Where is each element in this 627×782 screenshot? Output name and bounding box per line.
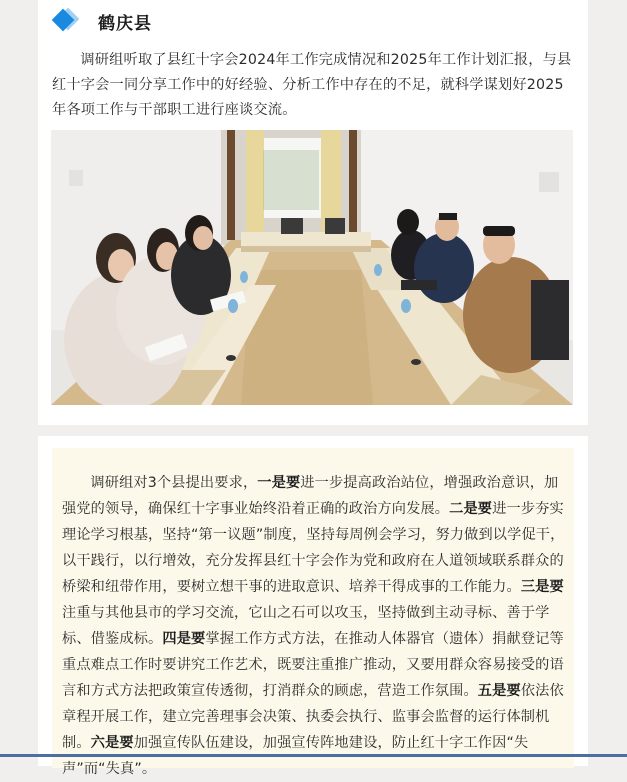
point-5-label: 五是要 — [477, 683, 521, 699]
requirements-paragraph — [62, 470, 565, 782]
article-text-card — [38, 436, 588, 777]
point-4-label: 四是要 — [162, 631, 206, 647]
point-5-text: 依法依章程开展工作，建立完善理事会决策、执委会执行、监事会监督的运行体制机制。 — [62, 683, 564, 751]
point-2-text: 进一步夯实理论学习根基，坚持“第一议题”制度，坚持每周例会学习，努力做到以学促干，以干践行，以行增效，充分发挥县红十字会作为党和政府在人道领域联系群众的桥梁和纽带作用，要树立想干事的进取意识、培养干得成事的工作能力。 — [62, 501, 565, 595]
requirements-lead: 调研组对3个县提出要求， — [90, 475, 258, 491]
point-3-text: 注重与其他县市的学习交流，它山之石可以攻玉，坚持做到主动寻标、善于学标、借鉴成标。 — [62, 605, 550, 647]
article-section-card — [38, 0, 588, 425]
point-6-text: 加强宣传队伍建设，加强宣传阵地建设，防止红十字工作因“失声”而“失真”。 — [62, 735, 529, 777]
point-2-label: 二是要 — [449, 501, 493, 517]
section-title: 鹤庆县 — [98, 13, 152, 34]
requirements-panel — [52, 448, 574, 777]
point-4-text: 掌握工作方式方法，在推动人体器官（遗体）捐献登记等重点难点工作时要讲究工作艺术，既要注重推广推动，又要用群众容易接受的语言和方式方法把政策宣传透彻，打消群众的顾虑，营造工作氛围。 — [62, 631, 564, 699]
point-1-text: 进一步提高政治站位，增强政治意识，加强党的领导，确保红十字事业始终沿着正确的政治方向发展。 — [62, 475, 559, 517]
intro-paragraph: 调研组听取了县红十字会2024年工作完成情况和2025年工作计划汇报，与县红十字会一同分享工作中的好经验、分析工作中存在的不足，就科学谋划好2025年各项工作与干部职工进行座谈交流。 — [52, 52, 572, 118]
point-1-label: 一是要 — [257, 475, 301, 491]
diamond-icon — [52, 7, 80, 35]
point-6-label: 六是要 — [90, 735, 134, 751]
section-header — [52, 6, 152, 36]
meeting-photo — [51, 130, 573, 405]
point-3-label: 三是要 — [520, 579, 564, 595]
